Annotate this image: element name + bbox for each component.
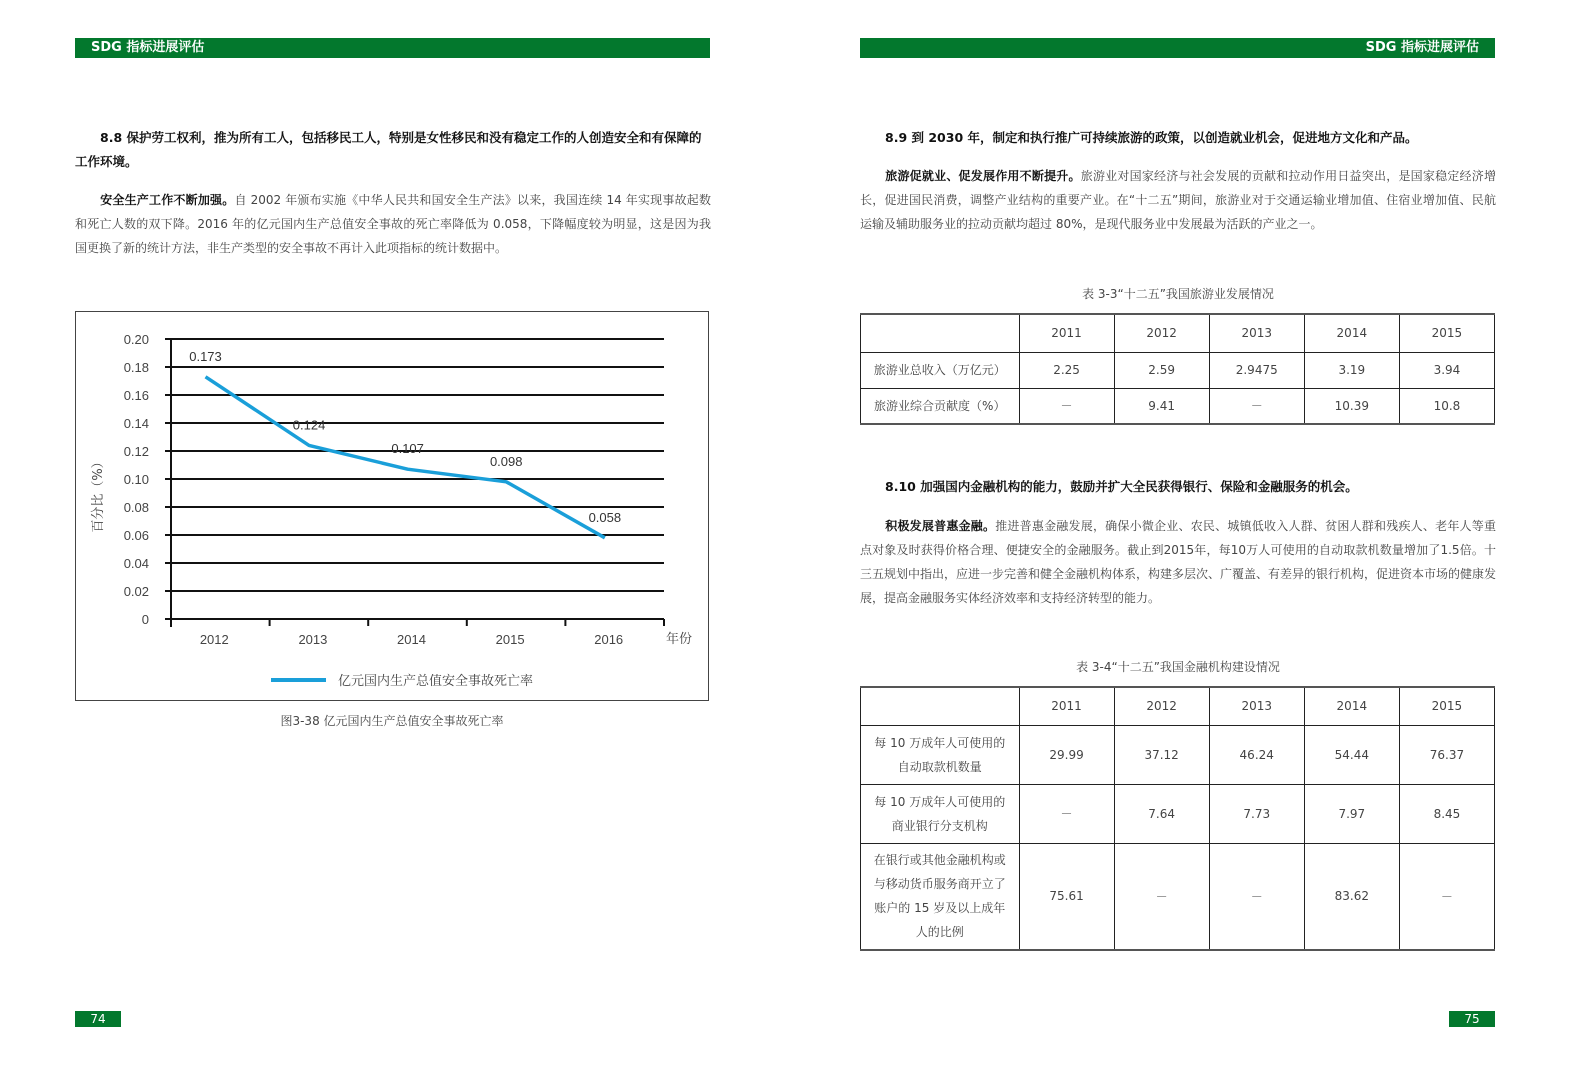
y-tick-label: 0.08 [123, 500, 149, 515]
table-cell: 8.45 [1399, 784, 1494, 843]
table-cell: － [1209, 388, 1304, 424]
left-page [0, 0, 790, 1077]
table-cell: 旅游业综合贡献度（%） [861, 388, 1020, 424]
figure-caption: 图3-38 亿元国内生产总值安全事故死亡率 [280, 714, 504, 728]
y-tick-label: 0.02 [123, 584, 149, 599]
table-header-row [861, 687, 1495, 725]
finance-table [860, 686, 1495, 951]
table-cell: 10.39 [1304, 388, 1399, 424]
table-header-cell: 2011 [1019, 314, 1114, 352]
table-cell: 2.59 [1114, 352, 1209, 388]
table-cell: 29.99 [1019, 725, 1114, 784]
table-cell: 每 10 万成年人可使用的自动取款机数量 [861, 725, 1020, 784]
table-header-cell [861, 314, 1020, 352]
section-heading-8-9: 8.9 到 2030 年，制定和执行推广可持续旅游的政策，以创造就业机会，促进地方文化和产品。 [885, 130, 1418, 145]
table-header-cell: 2011 [1019, 687, 1114, 725]
table-cell: 每 10 万成年人可使用的商业银行分支机构 [861, 784, 1020, 843]
right-header-bar: SDG 指标进展评估 [860, 38, 1495, 58]
y-tick-label: 0.12 [123, 444, 149, 459]
table2-caption: 表 3-4“十二五”我国金融机构建设情况 [1076, 660, 1280, 674]
table-cell: 7.64 [1114, 784, 1209, 843]
x-tick-label: 2015 [495, 632, 525, 647]
legend-label: 亿元国内生产总值安全事故死亡率 [338, 674, 534, 689]
paragraph-safety: 安全生产工作不断加强。自 2002 年颁布实施《中华人民共和国安全生产法》以来，我国连续 14 年实现事故起数和死亡人数的双下降。2016 年的亿元国内生产总值安全事故的死亡率降低为 0.058，下降幅度较为明显，这是因为我国更换了新的统计方法，非生产类型的安全事故不再计入此项指标的统计数据中。 [75, 193, 711, 255]
y-tick-label: 0.14 [123, 416, 149, 431]
table-cell: 37.12 [1114, 725, 1209, 784]
table-header-cell: 2014 [1304, 687, 1399, 725]
table-cell: － [1399, 843, 1494, 950]
y-tick-label: 0.06 [123, 528, 149, 543]
table-cell: 9.41 [1114, 388, 1209, 424]
table-row [861, 725, 1495, 784]
page-number-74: 74 [75, 1011, 121, 1027]
data-label: 0.173 [189, 348, 222, 364]
table-header-cell: 2013 [1209, 687, 1304, 725]
tourism-table [860, 313, 1495, 425]
table-row [861, 784, 1495, 843]
y-tick-label: 0.18 [123, 360, 149, 375]
table-header-cell [861, 687, 1020, 725]
table-cell: － [1114, 843, 1209, 950]
table-cell: 76.37 [1399, 725, 1494, 784]
data-label: 0.107 [391, 441, 424, 457]
table-header-cell: 2012 [1114, 314, 1209, 352]
paragraph-finance: 积极发展普惠金融。推进普惠金融发展，确保小微企业、农民、城镇低收入人群、贫困人群和残疾人、老年人等重点对象及时获得价格合理、便捷安全的金融服务。截止到2015年，每10万人可使用的自动取款机数量增加了1.5倍。十三五规划中指出，应进一步完善和健全金融机构体系，构建多层次、广覆盖、有差异的银行机构，促进资本市场的健康发展，提高金融服务实体经济效率和支持经济转型的能力。 [860, 519, 1497, 605]
table-cell: 7.73 [1209, 784, 1304, 843]
table-row [861, 388, 1495, 424]
table-header-cell: 2013 [1209, 314, 1304, 352]
table-cell: 在银行或其他金融机构或与移动货币服务商开立了账户的 15 岁及以上成年人的比例 [861, 843, 1020, 950]
page-number-75: 75 [1449, 1011, 1495, 1027]
y-axis-label: 百分比（%） [91, 455, 106, 533]
table-cell: 旅游业总收入（万亿元） [861, 352, 1020, 388]
line-chart [75, 311, 709, 701]
y-tick-label: 0 [141, 612, 149, 627]
x-tick-label: 2016 [594, 632, 624, 647]
table-cell: 7.97 [1304, 784, 1399, 843]
table-cell: 54.44 [1304, 725, 1399, 784]
table-cell: 2.9475 [1209, 352, 1304, 388]
y-tick-label: 0.04 [123, 556, 149, 571]
x-tick-label: 2014 [397, 632, 426, 647]
table-cell: 3.19 [1304, 352, 1399, 388]
data-label: 0.098 [489, 453, 523, 469]
table-cell: － [1019, 388, 1114, 424]
table-row [861, 352, 1495, 388]
table-cell: 75.61 [1019, 843, 1114, 950]
table-header-cell: 2014 [1304, 314, 1399, 352]
left-header-bar: SDG 指标进展评估 [75, 38, 710, 58]
section-heading-8-10: 8.10 加强国内金融机构的能力，鼓励并扩大全民获得银行、保险和金融服务的机会。 [885, 479, 1358, 494]
table-row [861, 843, 1495, 950]
chart-svg [76, 312, 708, 700]
table1-caption: 表 3-3“十二五”我国旅游业发展情况 [1082, 287, 1274, 301]
y-tick-label: 0.10 [123, 472, 149, 487]
table-header-row [861, 314, 1495, 352]
table-cell: － [1209, 843, 1304, 950]
table-header-cell: 2015 [1399, 687, 1494, 725]
table-cell: 46.24 [1209, 725, 1304, 784]
right-page [797, 0, 1587, 1077]
section-heading-8-8: 8.8 保护劳工权利，推为所有工人，包括移民工人，特别是女性移民和没有稳定工作的人创造安全和有保障的工作环境。 [75, 130, 702, 169]
y-tick-label: 0.20 [123, 332, 149, 347]
x-axis-label: 年份 [665, 632, 693, 647]
table-header-cell: 2015 [1399, 314, 1494, 352]
table-cell: 10.8 [1399, 388, 1494, 424]
table-cell: 2.25 [1019, 352, 1114, 388]
data-label: 0.058 [588, 509, 622, 525]
data-label: 0.124 [292, 417, 326, 433]
table-cell: 3.94 [1399, 352, 1494, 388]
paragraph-tourism: 旅游促就业、促发展作用不断提升。旅游业对国家经济与社会发展的贡献和拉动作用日益突出，是国家稳定经济增长，促进国民消费，调整产业结构的重要产业。在“十二五”期间，旅游业对于交通运输业增加值、住宿业增加值、民航运输及辅助服务业的拉动贡献均超过 80%，是现代服务业中发展最为活跃的产业之一。 [860, 169, 1496, 231]
series-line [206, 377, 605, 538]
table-header-cell: 2012 [1114, 687, 1209, 725]
table-cell: 83.62 [1304, 843, 1399, 950]
y-tick-label: 0.16 [123, 388, 149, 403]
x-tick-label: 2012 [199, 632, 229, 647]
x-tick-label: 2013 [298, 632, 328, 647]
table-cell: － [1019, 784, 1114, 843]
